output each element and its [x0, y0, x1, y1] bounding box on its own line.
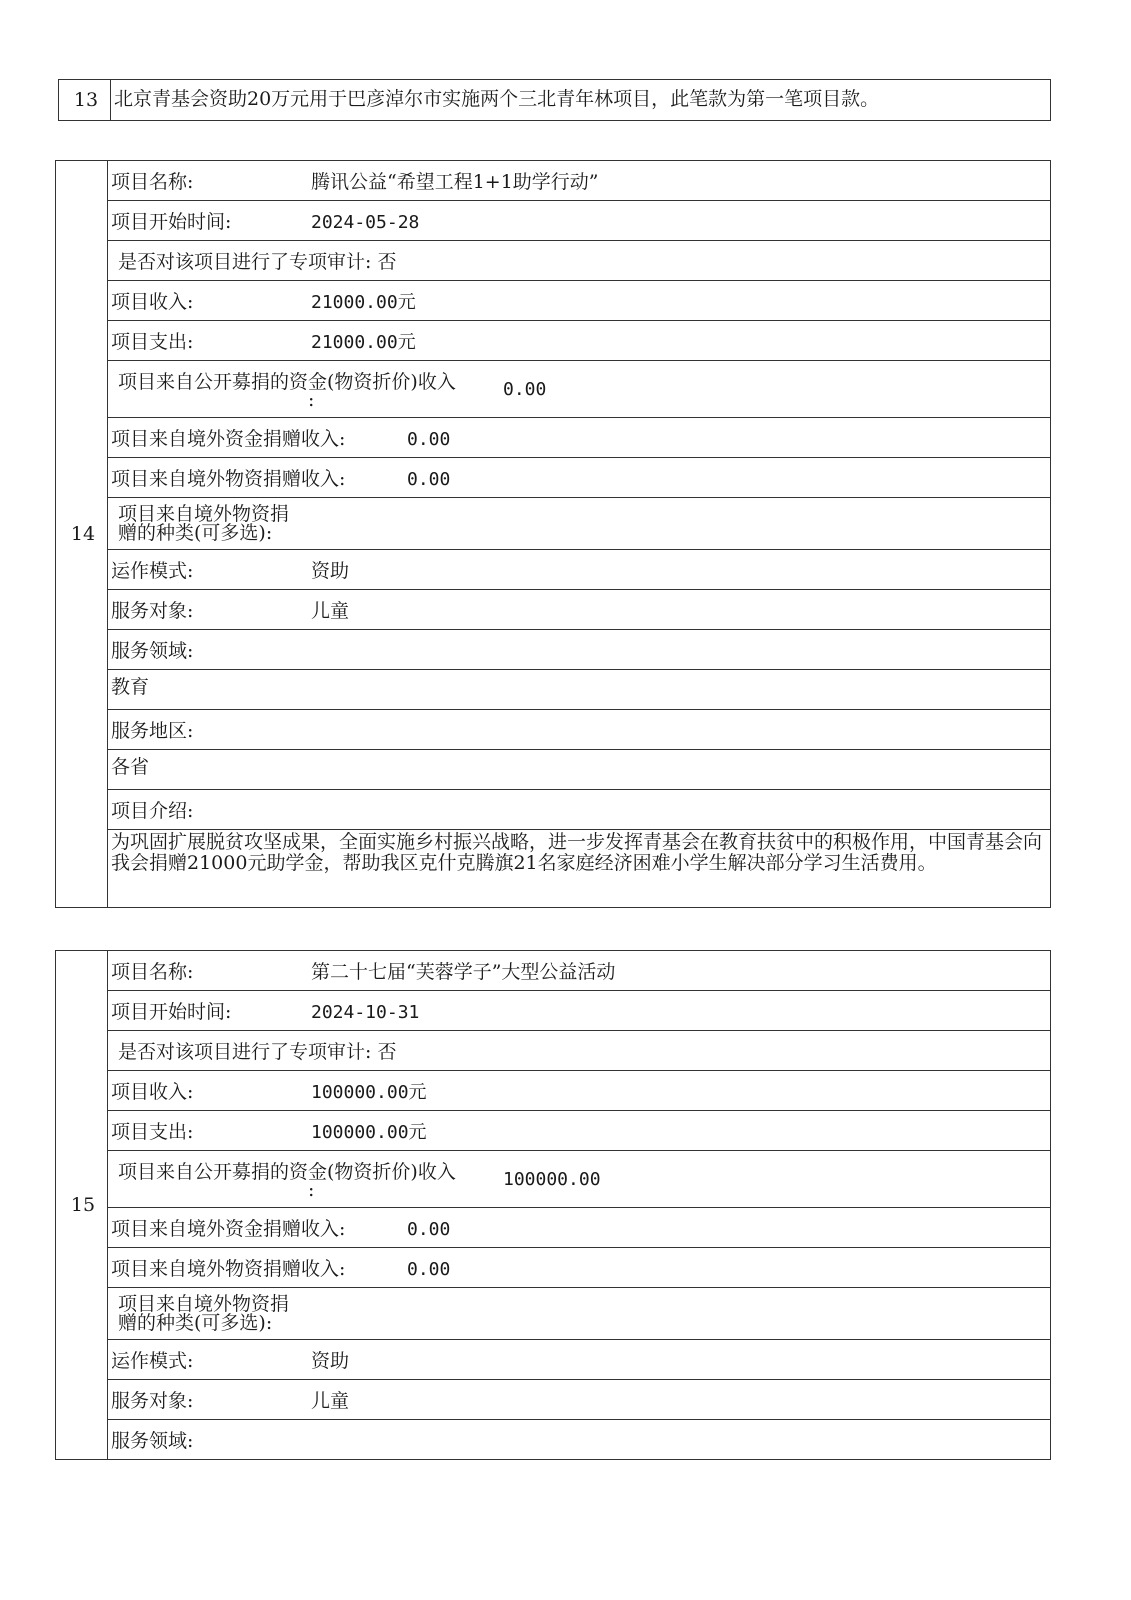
field-label-row [108, 1420, 1051, 1460]
audit-label: 是否对该项目进行了专项审计: [118, 1041, 372, 1063]
region-label-row [108, 710, 1051, 750]
intro-label: 项目介绍: [111, 800, 194, 822]
name-value: 腾讯公益“希望工程1+1助学行动” [311, 171, 599, 193]
project-15-table [55, 950, 1051, 1460]
income-label: 项目收入: [111, 1081, 194, 1103]
mode-label: 运作模式: [111, 560, 194, 582]
target-label: 服务对象: [111, 1390, 194, 1412]
field-label-row [108, 630, 1051, 670]
income-row [108, 281, 1051, 321]
target-row [108, 590, 1051, 630]
mode-label: 运作模式: [111, 1350, 194, 1372]
region-label: 服务地区: [111, 720, 194, 742]
foreign-fund-value: 0.00 [407, 1219, 451, 1240]
public-fund-label: 项目来自公开募捐的资金(物资折价)收入 [118, 371, 456, 393]
target-label: 服务对象: [111, 600, 194, 622]
expense-label: 项目支出: [111, 1121, 194, 1143]
mode-row [108, 1340, 1051, 1380]
project-number: 14 [56, 161, 108, 908]
foreign-fund-label: 项目来自境外资金捐赠收入: [111, 1218, 346, 1240]
mode-value: 资助 [311, 560, 350, 582]
project-number: 15 [56, 951, 108, 1460]
name-row [108, 161, 1051, 201]
public-fund-colon: : [308, 389, 315, 411]
expense-label: 项目支出: [111, 331, 194, 353]
start-row [108, 991, 1051, 1031]
foreign-goods-label: 项目来自境外物资捐赠收入: [111, 1258, 346, 1280]
expense-value: 100000.00元 [311, 1122, 427, 1143]
income-value: 100000.00元 [311, 1082, 427, 1103]
foreign-goods-value: 0.00 [407, 1259, 451, 1280]
name-label: 项目名称: [111, 171, 194, 193]
mode-value: 资助 [311, 1350, 350, 1372]
expense-row [108, 1111, 1051, 1151]
name-value: 第二十七届“芙蓉学子”大型公益活动 [311, 961, 616, 983]
foreign-fund-value: 0.00 [407, 429, 451, 450]
foreign-goods-type-row [108, 498, 1051, 550]
foreign-fund-row [108, 418, 1051, 458]
foreign-goods-type-label-1: 项目来自境外物资捐 [118, 1292, 290, 1315]
public-fund-row [108, 361, 1051, 418]
field-value: 教育 [111, 676, 150, 698]
foreign-goods-type-label-1: 项目来自境外物资捐 [118, 502, 290, 525]
target-value: 儿童 [311, 1390, 350, 1412]
audit-label: 是否对该项目进行了专项审计: [118, 251, 372, 273]
audit-value: 否 [377, 1041, 397, 1063]
income-label: 项目收入: [111, 291, 194, 313]
public-fund-value: 0.00 [503, 378, 547, 400]
target-value: 儿童 [311, 600, 350, 622]
income-value: 21000.00元 [311, 292, 416, 313]
public-fund-colon: : [308, 1179, 315, 1201]
field-label: 服务领域: [111, 640, 194, 662]
foreign-goods-type-label-2: 赠的种类(可多选): [118, 1311, 273, 1334]
name-label: 项目名称: [111, 961, 194, 983]
row-13-table [58, 79, 1051, 121]
start-label: 项目开始时间: [111, 1001, 232, 1023]
income-row [108, 1071, 1051, 1111]
start-row [108, 201, 1051, 241]
expense-row [108, 321, 1051, 361]
foreign-goods-row [108, 458, 1051, 498]
audit-row [108, 1031, 1051, 1071]
start-label: 项目开始时间: [111, 211, 232, 233]
audit-row [108, 241, 1051, 281]
region-value: 各省 [111, 756, 150, 778]
foreign-goods-type-label-2: 赠的种类(可多选): [118, 521, 273, 544]
foreign-goods-type-row [108, 1288, 1051, 1340]
field-value-row [108, 670, 1051, 710]
mode-row [108, 550, 1051, 590]
public-fund-label: 项目来自公开募捐的资金(物资折价)收入 [118, 1161, 456, 1183]
foreign-fund-row [108, 1208, 1051, 1248]
foreign-goods-label: 项目来自境外物资捐赠收入: [111, 468, 346, 490]
row-number: 13 [59, 80, 111, 121]
region-value-row [108, 750, 1051, 790]
name-row [108, 951, 1051, 991]
expense-value: 21000.00元 [311, 332, 416, 353]
target-row [108, 1380, 1051, 1420]
start-value: 2024-10-31 [311, 1002, 420, 1023]
start-value: 2024-05-28 [311, 212, 420, 233]
public-fund-value: 100000.00 [503, 1168, 601, 1190]
row-13-text: 北京青基会资助20万元用于巴彦淖尔市实施两个三北青年林项目，此笔款为第一笔项目款。 [111, 80, 1051, 121]
foreign-goods-row [108, 1248, 1051, 1288]
public-fund-row [108, 1151, 1051, 1208]
intro-text: 为巩固扩展脱贫攻坚成果，全面实施乡村振兴战略，进一步发挥青基会在教育扶贫中的积极作用，中国青基会向我会捐赠21000元助学金，帮助我区克什克腾旗21名家庭经济困难小学生解决部分学习生活费用。 [108, 830, 1051, 908]
foreign-fund-label: 项目来自境外资金捐赠收入: [111, 428, 346, 450]
project-14-table [55, 160, 1051, 908]
audit-value: 否 [377, 251, 397, 273]
field-label: 服务领域: [111, 1430, 194, 1452]
intro-label-row [108, 790, 1051, 830]
foreign-goods-value: 0.00 [407, 469, 451, 490]
